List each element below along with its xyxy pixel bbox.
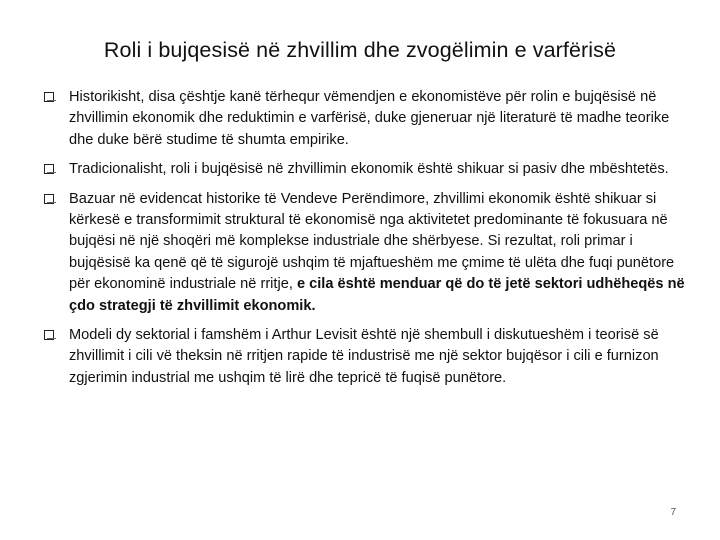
bullet-item xyxy=(44,87,694,151)
bullet-bold-text: e cila është menduar që do të jetë sektori udhëheqës në çdo strategji të zhvillimit ekonomik. xyxy=(69,276,685,314)
checkbox-bullet-icon xyxy=(44,194,54,204)
bullet-item xyxy=(44,189,694,317)
page-number: 7 xyxy=(670,507,676,518)
slide-title: Roli i bujqesisë në zhvillim dhe zvogëlimin e varfërisë xyxy=(103,38,617,62)
bullet-text: Historikisht, disa çështje kanë tërhequr vëmendjen e ekonomistëve për rolin e bujqësisë në zhvillimin ekonomik dhe reduktimin e varfërisë, duke gjeneruar një literaturë të madhe teorike dhe duke bërë studime të shumta empirike. xyxy=(69,89,670,148)
checkbox-bullet-icon xyxy=(44,92,54,102)
bullet-item xyxy=(44,159,694,180)
bullet-text: Bazuar në evidencat historike të Vendeve Perëndimore, zhvillimi ekonomik është shikuar si kërkesë e transformimit struktural të ekonomisë nga aktivitetet predominante të fokusuara në bujqësi në një shoqëri më komplekse industriale dhe shërbyese. Si rezultat, roli primar i bujqësisë ka qenë që të sigurojë ushqim të mjaftueshëm me çmime të ulëta dhe fuqi punëtore për ekonominë industriale në rritje, xyxy=(69,190,675,293)
checkbox-bullet-icon xyxy=(44,164,54,174)
bullet-text: Tradicionalisht, roli i bujqësisë në zhvillimin ekonomik është shikuar si pasiv dhe mbështetës. xyxy=(69,161,669,178)
bullet-list xyxy=(44,87,694,389)
bullet-item xyxy=(44,325,694,389)
bullet-text: Modeli dy sektorial i famshëm i Arthur Levisit është një shembull i diskutueshëm i teorisë së zhvillimit i cili vë theksin në rritjen rapide të industrisë me një sektor bujqësor i cili e furnizon zgjerimin industrial me ushqim të lirë dhe tepricë të fuqisë punëtore. xyxy=(69,327,659,386)
checkbox-bullet-icon xyxy=(44,330,54,340)
